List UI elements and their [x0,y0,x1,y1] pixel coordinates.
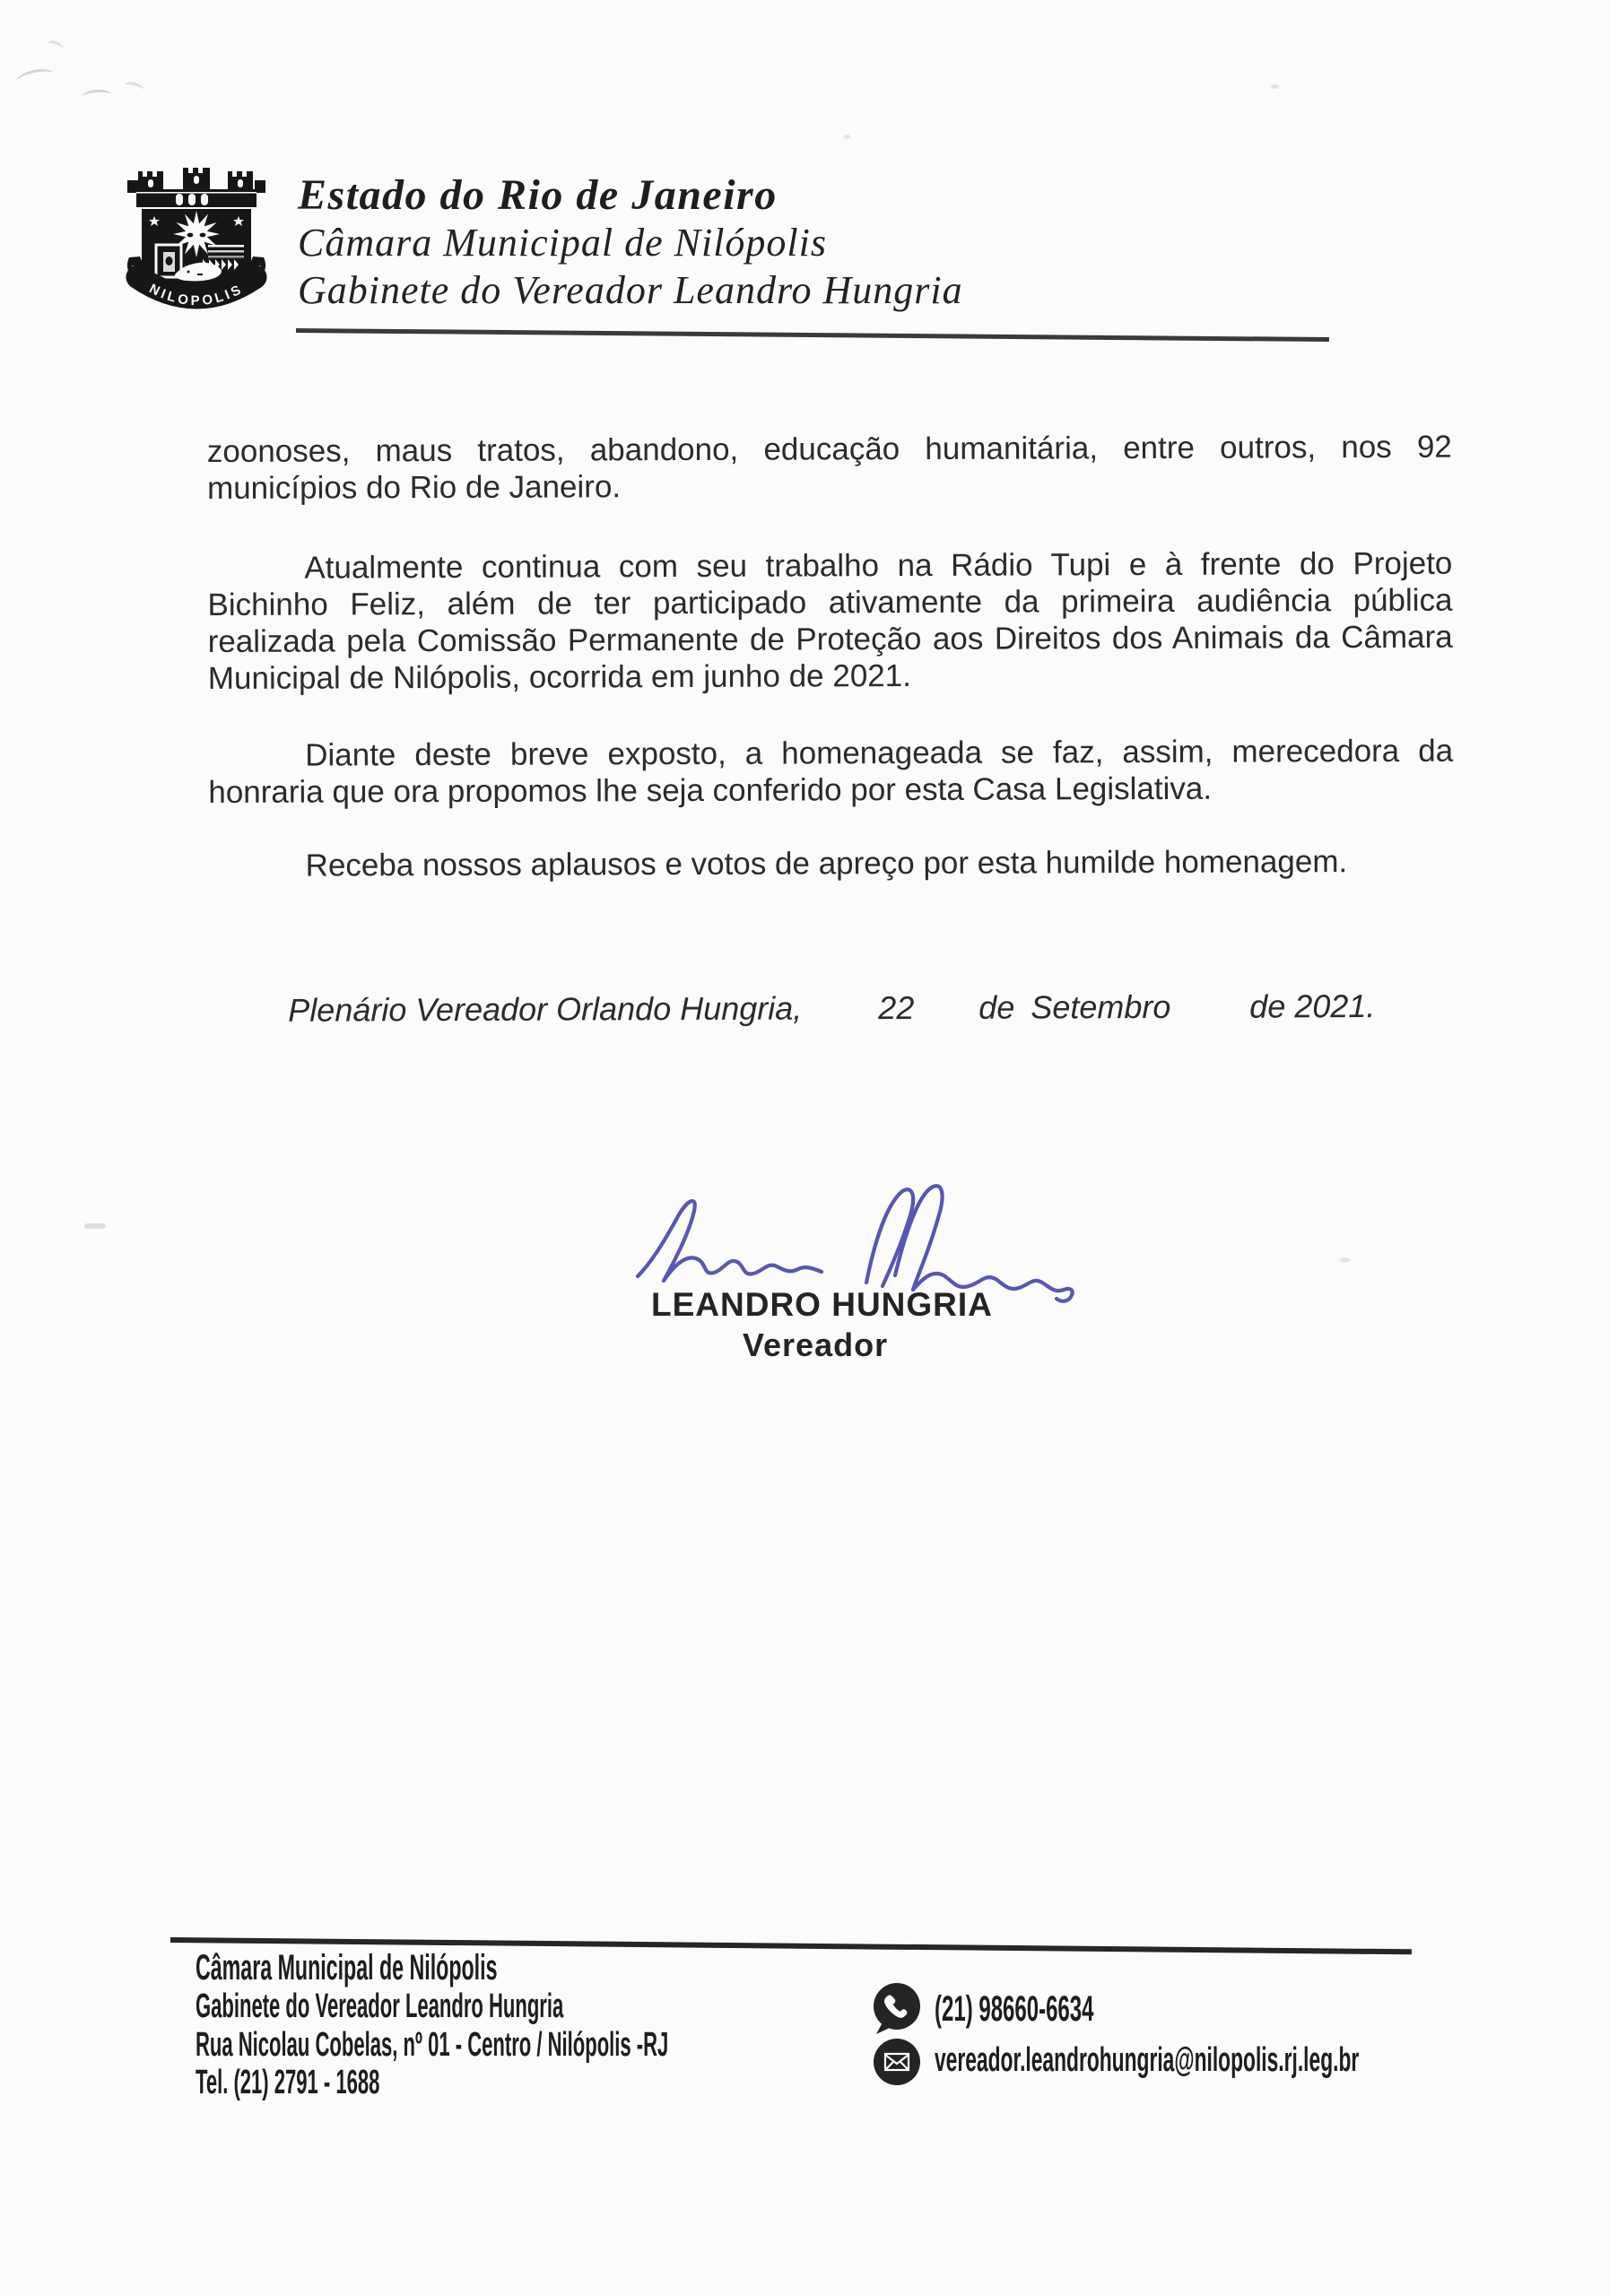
body-line: honraria que ora propomos lhe seja conferido por esta Casa Legislativa. [208,770,1213,811]
dateline-place: Plenário Vereador Orlando Hungria, [288,989,803,1029]
footer-org: Câmara Municipal de Nilópolis [196,1948,498,1987]
phone-icon [872,1981,924,2037]
emblem-banner-text: NILOPOLIS [146,281,247,309]
signatory-name: LEANDRO HUNGRIA [651,1286,993,1323]
header-state-line: Estado do Rio de Janeiro [298,171,778,219]
body-line: realizada pela Comissão Permanente de Proteção aos Direitos dos Animais da Câmara [207,619,1453,660]
footer-address: Rua Nicolau Cobelas, nº 01 - Centro / Nilópolis -RJ [196,2026,669,2064]
dateline-year: de 2021. [1249,987,1376,1025]
footer-telephone: Tel. (21) 2791 - 1688 [196,2064,380,2101]
header-org-line: Câmara Municipal de Nilópolis [298,221,827,265]
footer-mobile-number: (21) 98660-6634 [935,1989,1094,2029]
body-line: Receba nossos aplausos e votos de apreço por esta humilde homenagem. [305,844,1348,883]
body-line: Diante deste breve exposto, a homenageada se faz, assim, merecedora da [305,733,1454,773]
header-office-line: Gabinete do Vereador Leandro Hungria [298,268,963,312]
footer-office: Gabinete do Vereador Leandro Hungria [196,1987,564,2025]
dateline-month: de Setembro [978,987,1171,1026]
body-line: municípios do Rio de Janeiro. [206,469,622,507]
signatory-role: Vereador [743,1326,889,1363]
dateline-day: 22 [878,989,915,1027]
body-line: Municipal de Nilópolis, ocorrida em junho de 2021. [207,658,911,697]
footer-email: vereador.leandrohungria@nilopolis.rj.leg.br [935,2041,1360,2079]
body-line: zoonoses, maus tratos, abandono, educação humanitária, entre outros, nos 92 [206,429,1452,470]
body-line: Atualmente continua com seu trabalho na Rádio Tupi e à frente do Projeto [304,545,1453,586]
body-line: Bichinho Feliz, além de ter participado ativamente da primeira audiência pública [207,582,1453,623]
envelope-icon [872,2037,922,2087]
